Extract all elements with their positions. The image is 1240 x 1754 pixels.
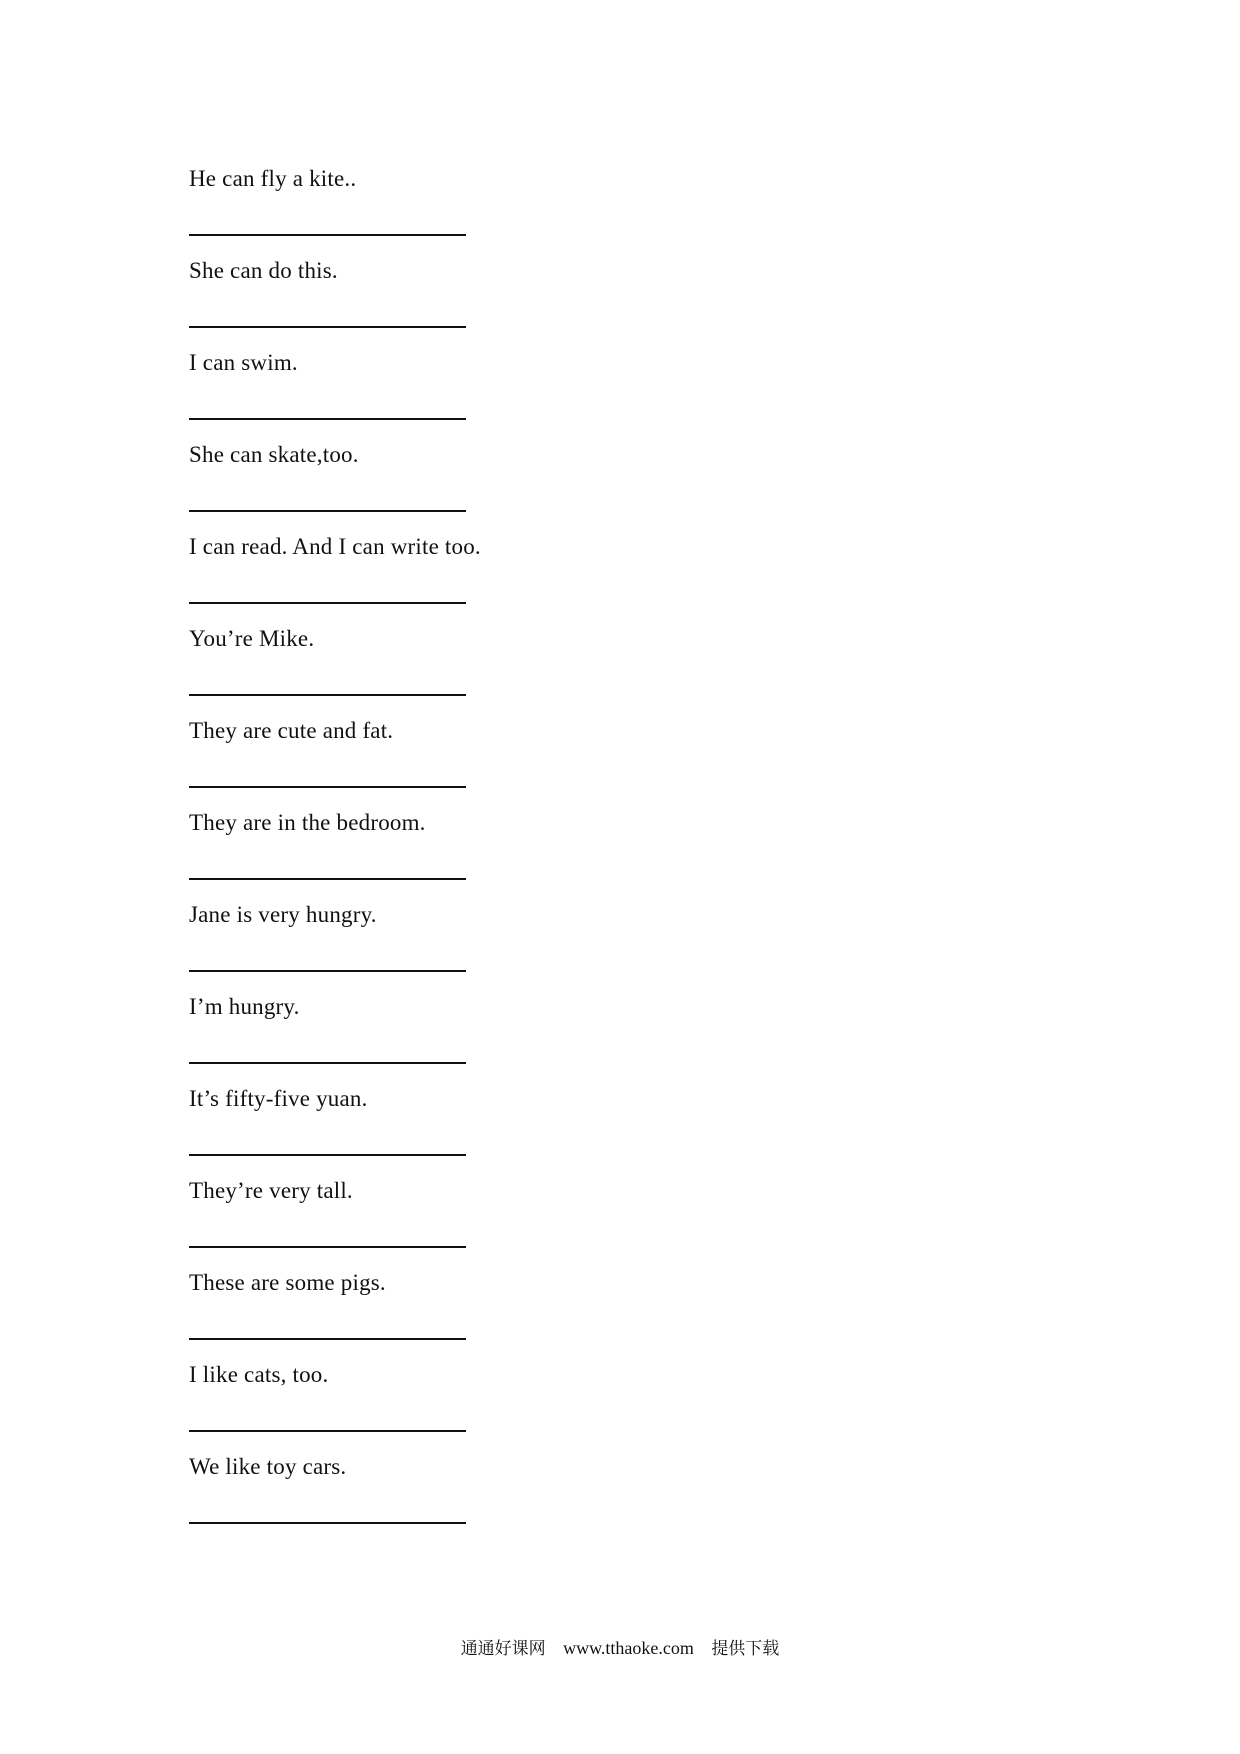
- exercise-item: [189, 348, 789, 440]
- exercise-sentence: They’re very tall.: [189, 1178, 353, 1203]
- answer-line: [189, 602, 466, 604]
- exercise-sentence: I’m hungry.: [189, 994, 300, 1019]
- exercise-sentence: She can do this.: [189, 258, 338, 283]
- answer-line: [189, 418, 466, 420]
- exercise-item: [189, 716, 789, 808]
- exercise-item: [189, 532, 789, 624]
- answer-line: [189, 1522, 466, 1524]
- exercise-item: [189, 1084, 789, 1176]
- exercise-item: [189, 1452, 789, 1544]
- exercise-item: [189, 440, 789, 532]
- exercise-item: [189, 1268, 789, 1360]
- exercise-sentence: They are in the bedroom.: [189, 810, 426, 835]
- answer-line: [189, 970, 466, 972]
- exercise-sentence: They are cute and fat.: [189, 718, 394, 743]
- exercise-sentence: I can read. And I can write too.: [189, 534, 481, 559]
- answer-line: [189, 234, 466, 236]
- answer-line: [189, 510, 466, 512]
- answer-line: [189, 1062, 466, 1064]
- exercise-item: [189, 256, 789, 348]
- answer-line: [189, 694, 466, 696]
- exercise-sentence: I like cats, too.: [189, 1362, 329, 1387]
- exercise-item: [189, 992, 789, 1084]
- exercise-sentence: You’re Mike.: [189, 626, 315, 651]
- footer-site-name: 通通好课网: [460, 1639, 546, 1659]
- page-footer: [0, 1637, 1240, 1660]
- exercise-item: [189, 808, 789, 900]
- answer-line: [189, 1246, 466, 1248]
- exercise-sentence: We like toy cars.: [189, 1454, 347, 1479]
- exercise-item: [189, 900, 789, 992]
- answer-line: [189, 1154, 466, 1156]
- exercise-item: [189, 624, 789, 716]
- exercise-item: [189, 1360, 789, 1452]
- exercise-sentence: He can fly a kite..: [189, 166, 357, 191]
- answer-line: [189, 326, 466, 328]
- answer-line: [189, 878, 466, 880]
- exercise-sentence: Jane is very hungry.: [189, 902, 377, 927]
- exercise-sentence: It’s fifty-five yuan.: [189, 1086, 368, 1111]
- answer-line: [189, 1338, 466, 1340]
- answer-line: [189, 1430, 466, 1432]
- exercise-item: [189, 164, 789, 256]
- footer-url-link[interactable]: www.tthaoke.com: [563, 1638, 694, 1658]
- footer-suffix: 提供下载: [711, 1639, 780, 1659]
- answer-line: [189, 786, 466, 788]
- exercise-sentence: I can swim.: [189, 350, 298, 375]
- exercise-sentence: These are some pigs.: [189, 1270, 386, 1295]
- exercise-item: [189, 1176, 789, 1268]
- exercise-sentence: She can skate,too.: [189, 442, 359, 467]
